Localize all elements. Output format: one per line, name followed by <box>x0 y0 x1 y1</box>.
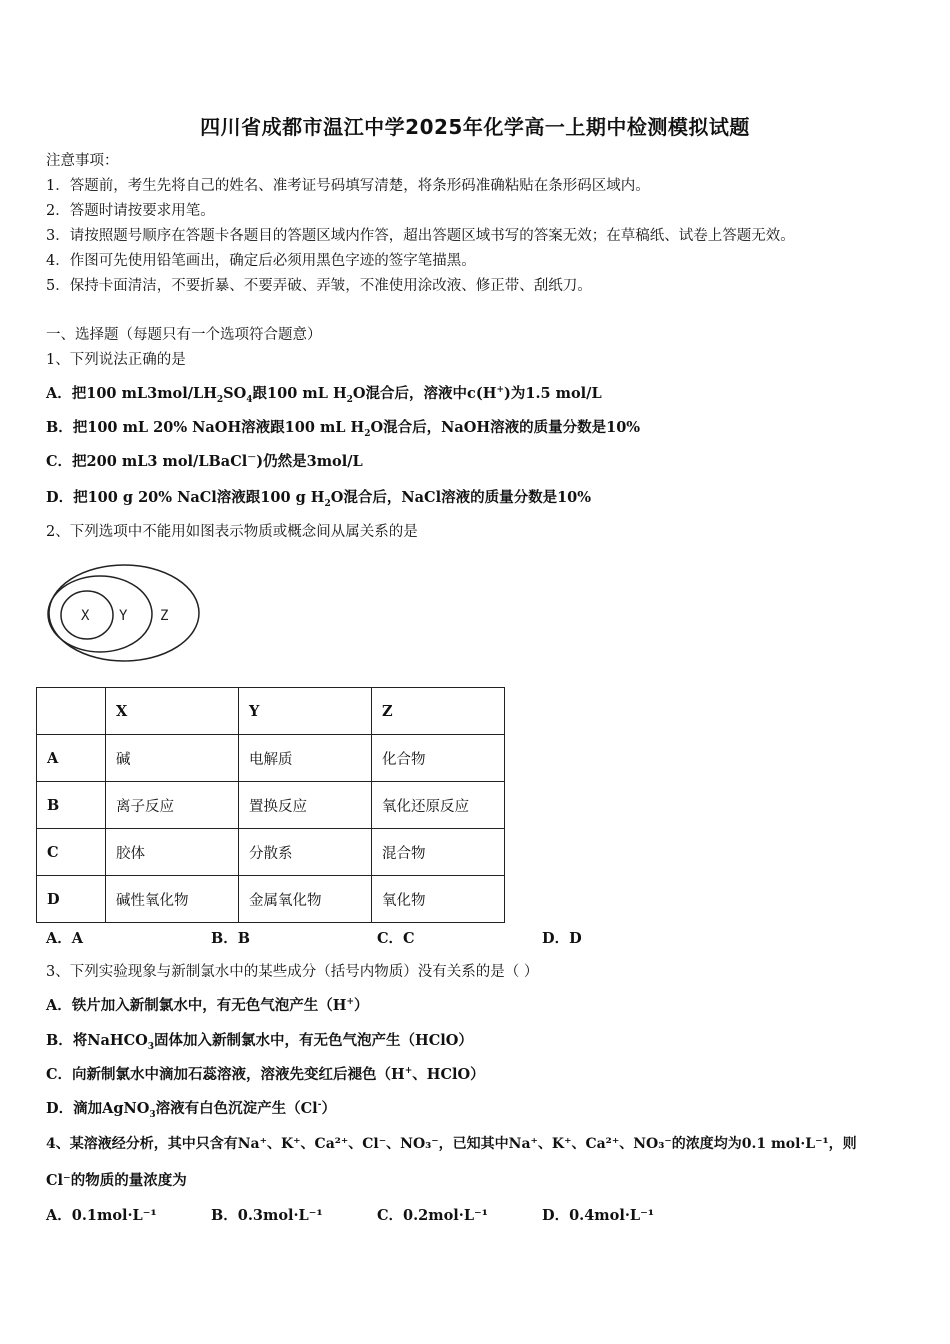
venn-label-z: Z <box>160 608 169 624</box>
venn-label-y: Y <box>119 608 128 624</box>
q4-stem-line1: 4、某溶液经分析，其中只含有Na⁺、K⁺、Ca²⁺、Cl⁻、NO₃⁻，已知其中Na⁺、K⁺、Ca²⁺、NO₃⁻的浓度均为0.1 mol·L⁻¹，则 <box>46 1136 857 1152</box>
table-header-row <box>37 688 505 735</box>
table-cell: 氧化物 <box>372 876 505 923</box>
q1-option-a: A．把100 $mL3mol/LH_2SO_4$跟100 mL $H_2O$混合后，溶液中c(H+)为1.5 mol/L <box>46 385 602 405</box>
q3-option-a: A．铁片加入新制氯水中，有无色气泡产生（H+） <box>46 997 369 1014</box>
q2-option-a: A．A <box>46 930 84 947</box>
table-header-cell: Z <box>372 688 505 735</box>
table-cell: 分散系 <box>239 829 372 876</box>
q3-stem: 3、下列实验现象与新制氯水中的某些成分（括号内物质）没有关系的是（ ） <box>46 964 539 980</box>
q1-stem: 1、下列说法正确的是 <box>46 352 186 368</box>
q1-option-d: D．把100 g 20% NaCl溶液跟100 g $H_2O$混合后，NaCl溶液的质量分数是10% <box>46 489 592 509</box>
q2-stem: 2、下列选项中不能用如图表示物质或概念间从属关系的是 <box>46 524 418 540</box>
notice-heading: 注意事项： <box>46 153 119 169</box>
table-row <box>37 735 505 782</box>
q3-option-c: C．向新制氯水中滴加石蕊溶液，溶液先变红后褪色（H+、HClO） <box>46 1066 485 1083</box>
table-cell: 电解质 <box>239 735 372 782</box>
notice-item-2: 2．答题时请按要求用笔。 <box>46 203 215 219</box>
table-cell: 碱性氧化物 <box>106 876 239 923</box>
q4-option-c: C．0.2mol·L⁻¹ <box>377 1207 489 1224</box>
q2-options-table <box>36 687 505 923</box>
exam-title: 四川省成都市温江中学2025年化学高一上期中检测模拟试题 <box>200 115 750 139</box>
table-cell: 混合物 <box>372 829 505 876</box>
venn-middle-y <box>48 576 152 652</box>
q2-option-d: D．D <box>542 930 582 947</box>
q3-option-d: D．滴加AgNO$_3$溶液有白色沉淀产生（Cl-） <box>46 1100 336 1120</box>
table-cell: C <box>37 829 106 876</box>
q2-option-c: C．C <box>377 930 415 947</box>
q4-option-b: B．0.3mol·L⁻¹ <box>211 1207 323 1224</box>
table-header-cell: Y <box>239 688 372 735</box>
table-cell: D <box>37 876 106 923</box>
q2-option-b: B．B <box>211 930 251 947</box>
notice-item-1: 1．答题前，考生先将自己的姓名、准考证号码填写清楚，将条形码准确粘贴在条形码区域内。 <box>46 178 650 194</box>
q1-option-b: B．把100 mL 20% NaOH溶液跟100 mL $H_2O$混合后，NaOH溶液的质量分数是10% <box>46 419 641 439</box>
table-cell: 胶体 <box>106 829 239 876</box>
table-cell: 碱 <box>106 735 239 782</box>
notice-item-5: 5．保持卡面清洁，不要折暴、不要弄破、弄皱，不准使用涂改液、修正带、刮纸刀。 <box>46 278 592 294</box>
notice-item-4: 4．作图可先使用铅笔画出，确定后必须用黑色字迹的签字笔描黑。 <box>46 253 476 269</box>
table-cell: 置换反应 <box>239 782 372 829</box>
table-cell: 金属氧化物 <box>239 876 372 923</box>
table-cell: 化合物 <box>372 735 505 782</box>
q4-stem-line2: Cl⁻的物质的量浓度为 <box>46 1172 187 1189</box>
q4-option-d: D．0.4mol·L⁻¹ <box>542 1207 655 1224</box>
table-header-cell: X <box>106 688 239 735</box>
table-row <box>37 782 505 829</box>
section-heading: 一、选择题（每题只有一个选项符合题意） <box>46 327 322 343</box>
table-row <box>37 829 505 876</box>
q1-option-c: C．把200 mL3 mol/LBaCl－)仍然是3mol/L <box>46 453 363 470</box>
table-row <box>37 876 505 923</box>
table-cell: 离子反应 <box>106 782 239 829</box>
q3-option-b: B．将NaHCO$_3$固体加入新制氯水中，有无色气泡产生（HClO） <box>46 1032 473 1052</box>
table-cell: 氧化还原反应 <box>372 782 505 829</box>
venn-diagram <box>46 563 206 667</box>
venn-label-x: X <box>81 608 90 624</box>
table-header-cell <box>37 688 106 735</box>
table-cell: B <box>37 782 106 829</box>
q4-option-a: A．0.1mol·L⁻¹ <box>46 1207 157 1224</box>
notice-item-3: 3．请按照题号顺序在答题卡各题目的答题区域内作答，超出答题区域书写的答案无效；在草稿纸、试卷上答题无效。 <box>46 228 795 244</box>
table-cell: A <box>37 735 106 782</box>
